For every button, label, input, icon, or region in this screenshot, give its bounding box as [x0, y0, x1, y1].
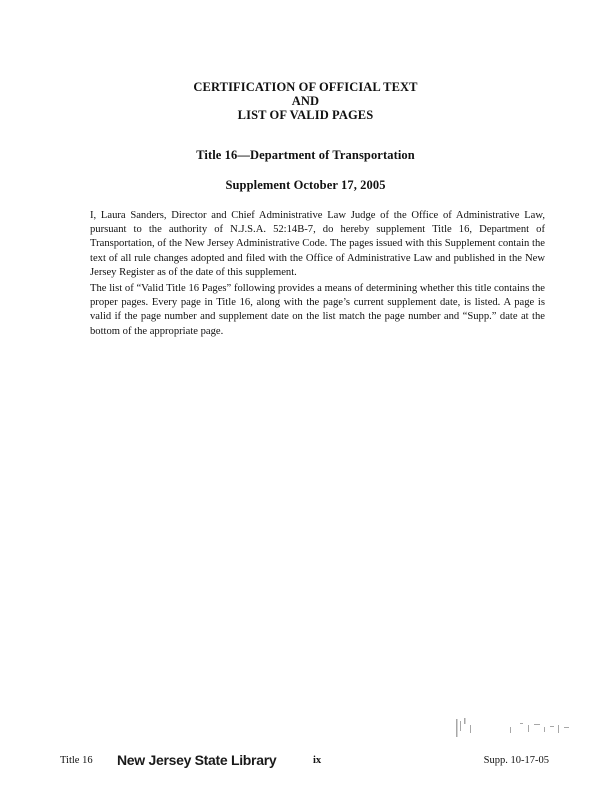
paragraph-certification	[90, 209, 545, 280]
paragraph-valid-pages	[90, 282, 545, 339]
certification-heading	[0, 80, 611, 122]
page-footer	[0, 752, 611, 772]
heading-line-1: CERTIFICATION OF OFFICIAL TEXT	[193, 80, 418, 94]
scan-artifact	[450, 715, 580, 741]
library-stamp: New Jersey State Library	[117, 752, 277, 768]
paragraph-1-text: I, Laura Sanders, Director and Chief Administrative Law Judge of the Office of Administrative Law, pursuant to the authority of N.J.S.A. 52:14B-7, do hereby supplement Title 16, Department of Transportation, of the New Jersey Administrative Code. The pages issued with this Supplement contain the text of all rule changes adopted and filed with the Office of Administrative Law and published in the New Jersey Register as of the date of this supplement.	[90, 210, 545, 278]
footer-supplement-date: Supp. 10-17-05	[483, 755, 549, 766]
title-heading: Title 16—Department of Transportation	[196, 148, 415, 162]
footer-title: Title 16	[60, 755, 93, 766]
paragraph-2-text: The list of “Valid Title 16 Pages” following provides a means of determining whether this title contains the proper pages. Every page in Title 16, along with the page’s current supplement date, is listed. A page is valid if the page number and supplement date on the list match the page number and “Supp.” date at the bottom of the appropriate page.	[90, 283, 545, 337]
supplement-heading: Supplement October 17, 2005	[225, 178, 386, 192]
footer-page-number: ix	[313, 755, 322, 766]
heading-line-3: LIST OF VALID PAGES	[237, 108, 374, 122]
heading-line-2: AND	[291, 94, 320, 108]
